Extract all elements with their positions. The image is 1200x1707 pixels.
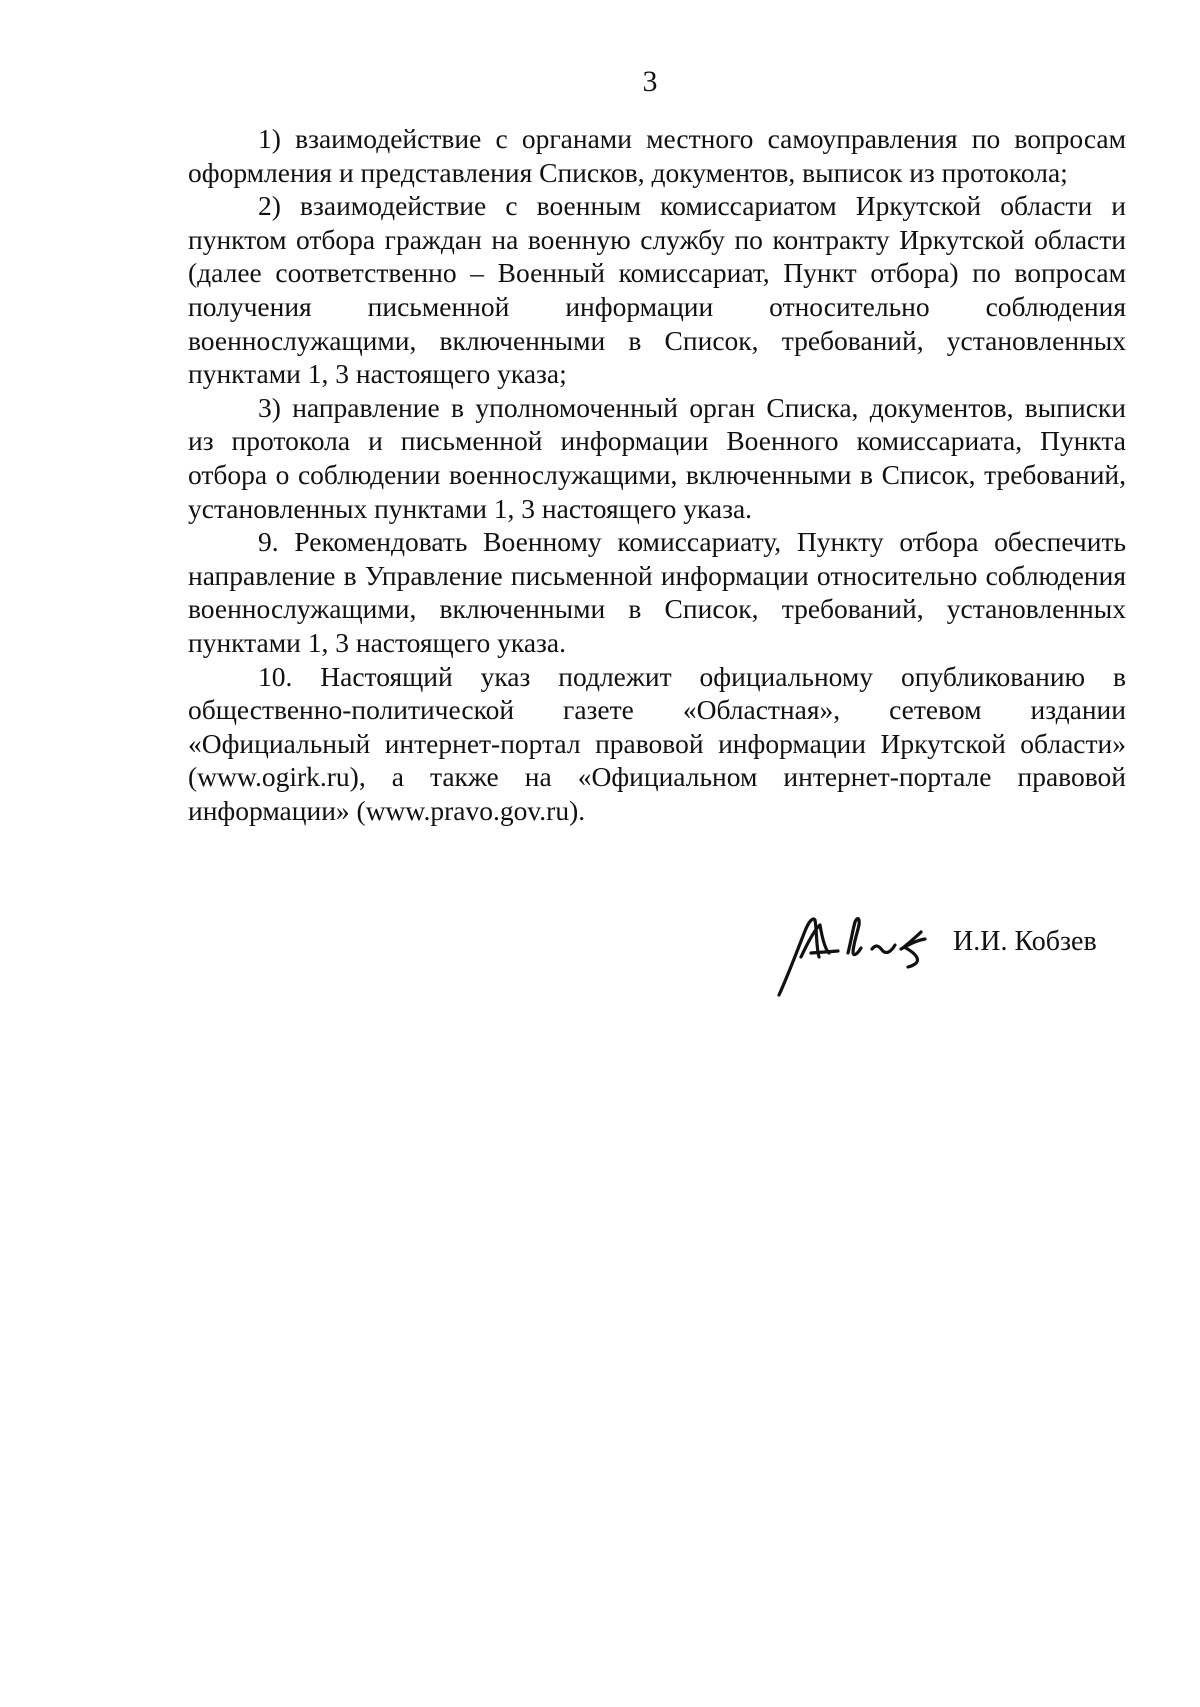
paragraph-10: 10. Настоящий указ подлежит официальному опубликованию в общественно-политической газете «Областная», сетевом издании «Официальный интернет-портал правовой информации Иркутской области» (www.ogirk.ru), а также на «Официальном интернет-портале правовой информации» (www.pravo.gov.ru). <box>188 660 1126 826</box>
document-body <box>188 122 1126 827</box>
handwritten-signature <box>765 895 945 1015</box>
paragraph-item-1: 1) взаимодействие с органами местного самоуправления по вопросам оформления и представления Списков, документов, выписок из протокола; <box>188 123 1126 188</box>
page-number: 3 <box>642 65 658 98</box>
signature-block <box>765 895 1135 1015</box>
paragraph-item-3: 3) направление в уполномоченный орган Списка, документов, выписки из протокола и письменной информации Военного комиссариата, Пункта отбора о соблюдении военнослужащими, включенными в Список, требований, установленных пунктами 1, 3 настоящего указа. <box>188 391 1126 524</box>
paragraph-item-2: 2) взаимодействие с военным комиссариатом Иркутской области и пунктом отбора граждан на военную службу по контракту Иркутской области (далее соответственно – Военный комиссариат, Пункт отбора) по вопросам получения письменной информации относительно соблюдения военнослужащими, включенными в Список, требований, установленных пунктами 1, 3 настоящего указа; <box>188 190 1126 390</box>
signer-name: И.И. Кобзев <box>953 926 1097 957</box>
paragraph-9: 9. Рекомендовать Военному комиссариату, Пункту отбора обеспечить направление в Управление письменной информации относительно соблюдения военнослужащими, включенными в Список, требований, установленных пунктами 1, 3 настоящего указа. <box>188 526 1126 658</box>
